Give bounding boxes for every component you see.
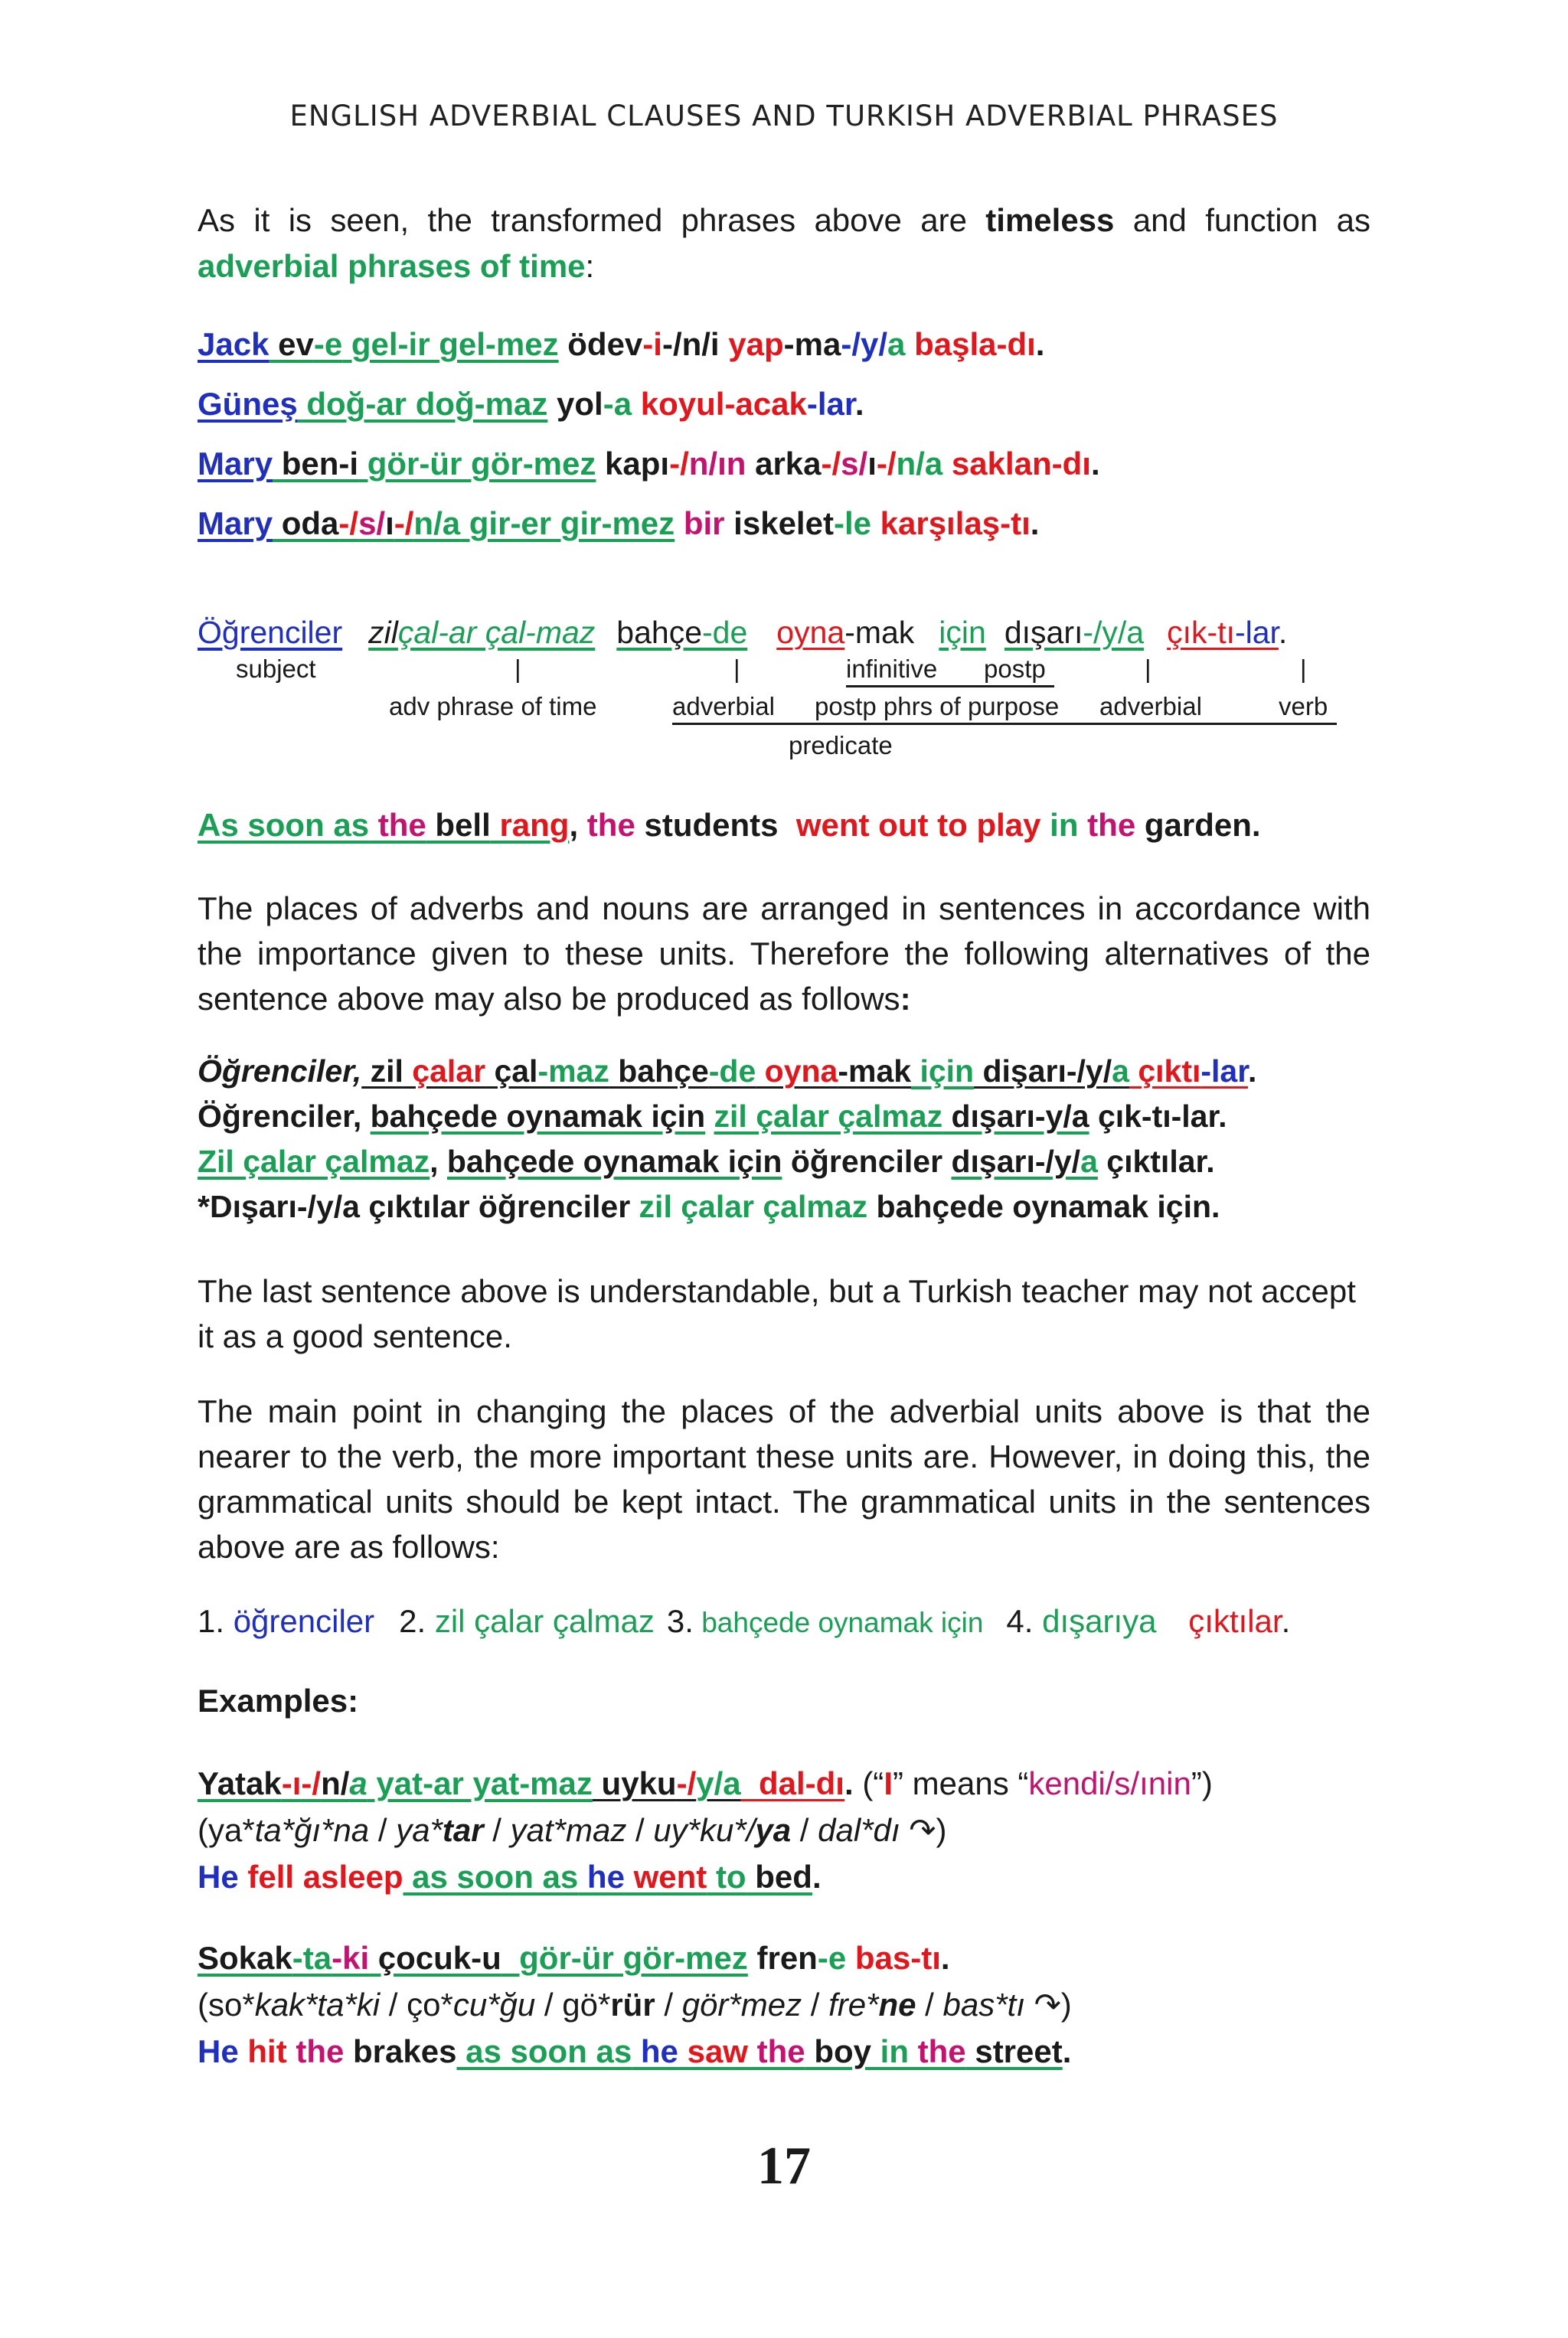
bar-3: | xyxy=(1145,655,1152,683)
alternative-3: Zil çalar çalmaz, bahçede oynamak için öğrenciler dışarı-/y/a çıktılar. xyxy=(198,1144,1215,1179)
label-subject: subject xyxy=(236,655,316,683)
timeless-word: timeless xyxy=(985,202,1115,238)
label-verb: verb xyxy=(1279,692,1328,720)
alternative-1: Öğrenciler, zil çalar çal-maz bahçe-de oyna-mak için dişarı-/y/a çıktı-lar. xyxy=(198,1053,1257,1089)
example-2-turkish: Sokak-ta-ki çocuk-u gör-ür gör-mez fren-e bas-tı. xyxy=(198,1940,950,1976)
label-adverbial-1: adverbial xyxy=(672,692,775,720)
intro-line-1 xyxy=(198,198,1370,243)
adverbial-phrases-of-time: adverbial phrases of time xyxy=(198,248,586,284)
example-2-pronunciation: (so*kak*ta*ki / ço*cu*ğu / gö*rür / gör*mez / fre*ne / bas*tı ↷) xyxy=(198,1987,1072,2023)
page-number: 17 xyxy=(757,2137,811,2196)
example-1-english: He fell asleep as soon as he went to bed. xyxy=(198,1859,822,1895)
paragraph-arrangement: The places of adverbs and nouns are arranged in sentences in accordance with the importance given to these units. Therefore the following alternatives of the sentence above may also be produced as follows: xyxy=(198,890,1370,1017)
intro-text-2: and function as xyxy=(1132,202,1371,238)
english-sentence: As soon as the bell rang, the students went out to play in the garden. xyxy=(198,807,1261,843)
diagram-sentence: Öğrenciler zilçal-ar çal-maz bahçe-de oyna-mak için dışarı-/y/a çık-tı-lar. xyxy=(198,615,1288,650)
example-sentence-2: Güneş doğ-ar doğ-maz yol-a koyul-acak-lar. xyxy=(198,386,864,422)
bar-4: | xyxy=(1300,655,1307,683)
example-sentence-1: Jack ev-e gel-ir gel-mez ödev-i-/n/i yap-ma-/y/a başla-dı. xyxy=(198,326,1045,362)
example-2-english: He hit the brakes as soon as he saw the boy in the street. xyxy=(198,2033,1072,2069)
paragraph-main-point: The main point in changing the places of the adverbial units above is that the nearer to the verb, the more important these units are. However, in doing this, the grammatical units should be kept intact. The grammatical units in the sentences above are as follows: xyxy=(198,1393,1370,1565)
examples-heading: Examples: xyxy=(198,1683,359,1719)
label-postp-phrase-purpose: postp phrs of purpose xyxy=(815,692,1060,720)
bar-1: | xyxy=(514,655,521,683)
label-adv-phrase-time: adv phrase of time xyxy=(389,692,597,720)
example-sentence-3: Mary ben-i gör-ür gör-mez kapı-/n/ın arka-/s/ı-/n/a saklan-dı. xyxy=(198,446,1100,482)
grammatical-units-list: 1. öğrenciler 2. zil çalar çalmaz 3. bahçede oynamak için 4. dışarıya çıktılar. xyxy=(198,1603,1291,1639)
alternative-4: *Dışarı-/y/a çıktılar öğrenciler zil çalar çalmaz bahçede oynamak için. xyxy=(198,1189,1220,1224)
infinitive-postp-underline xyxy=(846,685,1054,687)
intro-text: As it is seen, the transformed phrases above are xyxy=(198,202,967,238)
alternative-2: Öğrenciler, bahçede oynamak için zil çalar çalmaz dışarı-y/a çık-tı-lar. xyxy=(198,1099,1227,1134)
running-header: ENGLISH ADVERBIAL CLAUSES AND TURKISH ADVERBIAL PHRASES xyxy=(289,100,1279,132)
label-predicate: predicate xyxy=(789,731,893,759)
label-postp: postp xyxy=(984,655,1046,683)
example-1-pronunciation: (ya*ta*ğı*na / ya*tar / yat*maz / uy*ku*/ya / dal*dı ↷) xyxy=(198,1812,947,1848)
bar-2: | xyxy=(733,655,740,683)
label-adverbial-2: adverbial xyxy=(1099,692,1202,720)
label-infinitive: infinitive xyxy=(846,655,938,683)
intro-line-2: adverbial phrases of time: xyxy=(198,248,595,284)
paragraph-understandable: The last sentence above is understandable, but a Turkish teacher may not accept it as a good sentence. xyxy=(198,1273,1356,1354)
example-sentence-4: Mary oda-/s/ı-/n/a gir-er gir-mez bir iskelet-le karşılaş-tı. xyxy=(198,505,1040,541)
example-1-turkish: Yatak-ı-/n/a yat-ar yat-maz uyku-/y/a dal-dı. (“I” means “kendi/s/ınin”) xyxy=(198,1765,1213,1801)
predicate-underline xyxy=(672,723,1337,725)
